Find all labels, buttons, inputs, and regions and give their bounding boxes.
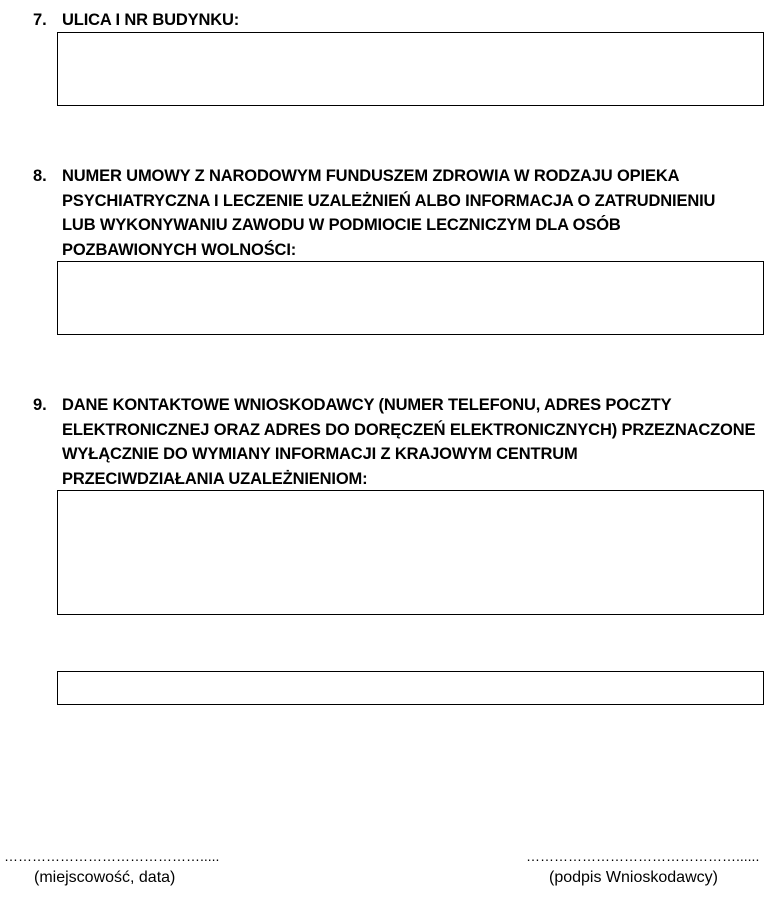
section-9-line: DANE KONTAKTOWE WNIOSKODAWCY (NUMER TELEFONU, ADRES POCZTY <box>62 396 672 414</box>
section-8-line: NUMER UMOWY Z NARODOWYM FUNDUSZEM ZDROWIA W RODZAJU OPIEKA <box>62 167 680 185</box>
place-date-caption: (miejscowość, data) <box>34 869 176 886</box>
section-9-line: PRZECIWDZIAŁANIA UZALEŻNIENIOM: <box>62 469 368 488</box>
section-9-question <box>62 393 762 491</box>
section-8-line: PSYCHIATRYCZNA I LECZENIE UZALEŻNIEŃ ALBO INFORMACJA O ZATRUDNIENIU <box>62 191 716 210</box>
signature-dotted-line: ………………………………………...... <box>526 848 760 864</box>
additional-field[interactable] <box>57 671 764 705</box>
section-9-number: 9. <box>33 396 47 414</box>
section-7-number: 7. <box>33 11 47 29</box>
section-9-line: WYŁĄCZNIE DO WYMIANY INFORMACJI Z KRAJOWYM CENTRUM <box>62 445 578 463</box>
signature-caption: (podpis Wnioskodawcy) <box>549 869 718 886</box>
section-8-number: 8. <box>33 167 47 185</box>
place-date-dotted-line: ……………………………………..... <box>4 848 220 864</box>
nfz-contract-field[interactable] <box>57 261 764 335</box>
section-8-line: LUB WYKONYWANIU ZAWODU W PODMIOCIE LECZNICZYM DLA OSÓB <box>62 216 621 234</box>
section-9-line: ELEKTRONICZNEJ ORAZ ADRES DO DORĘCZEŃ ELEKTRONICZNYCH) PRZEZNACZONE <box>62 420 756 439</box>
section-8-question <box>62 164 762 262</box>
section-7-question <box>62 8 762 33</box>
contact-details-field[interactable] <box>57 490 764 615</box>
section-7-line: ULICA I NR BUDYNKU: <box>62 11 240 29</box>
section-8-line: POZBAWIONYCH WOLNOŚCI: <box>62 240 297 259</box>
street-building-field[interactable] <box>57 32 764 106</box>
